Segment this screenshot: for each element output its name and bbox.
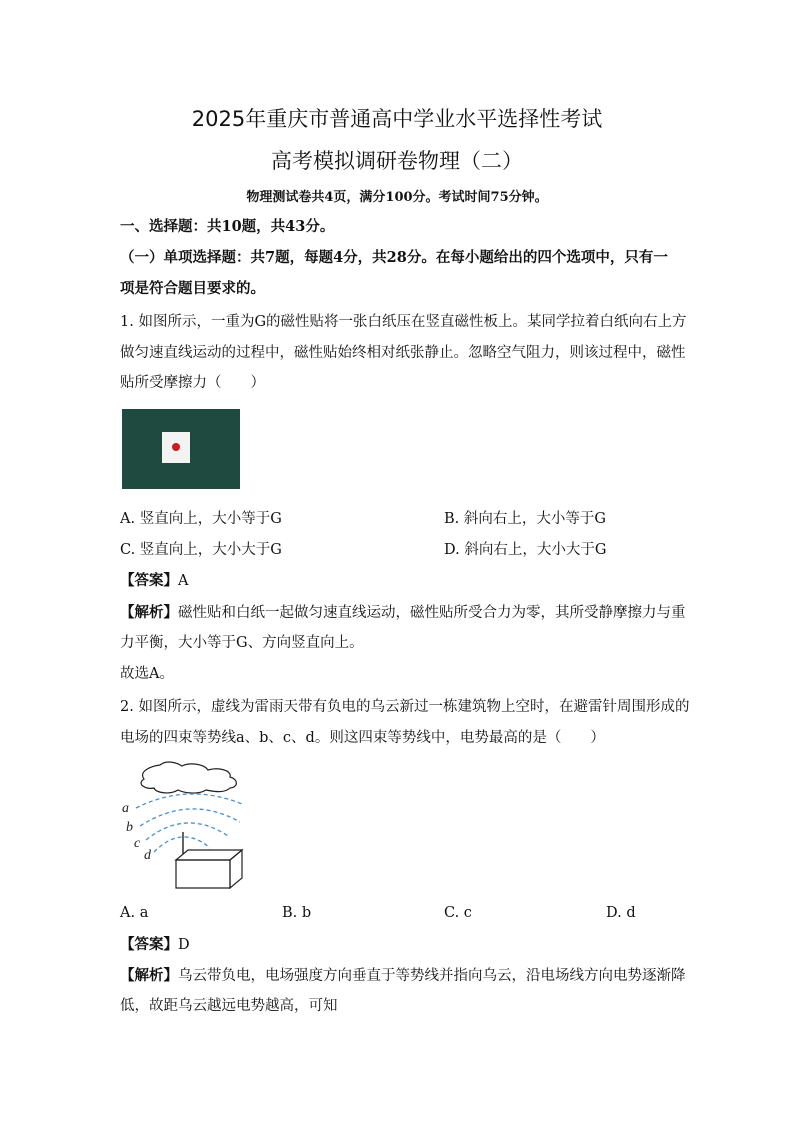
label-b: b	[126, 820, 133, 835]
q1-analysis-line1	[120, 603, 686, 623]
building-front	[176, 860, 230, 888]
analysis-label: 【解析】	[120, 967, 178, 984]
magnetic-board-figure	[122, 409, 240, 489]
q1-analysis-line2: 力平衡，大小等于G、方向竖直向上。	[120, 635, 364, 651]
q2-stem-line1: 2. 如图所示，虚线为雷雨天带有负电的乌云新过一栋建筑物上空时，在避雷针周围形成的	[120, 699, 690, 715]
q2-answer	[120, 935, 190, 955]
building-side	[230, 850, 242, 888]
magnet-sticker	[172, 443, 180, 451]
q2-option-d: D. d	[606, 905, 636, 921]
q1-conclusion: 故选A。	[120, 666, 174, 682]
answer-label: 【答案】	[120, 572, 178, 589]
equipotential-line-b	[140, 809, 240, 826]
label-a: a	[122, 801, 129, 816]
equipotential-line-a	[136, 794, 242, 808]
q1-stem-line1: 1. 如图所示，一重为G的磁性贴将一张白纸压在竖直磁性板上。某同学拉着白纸向右上方	[120, 314, 687, 330]
cloud-shape	[141, 762, 236, 793]
q2-stem-line2: 电场的四束等势线a、b、c、d。则这四束等势线中，电势最高的是（ ）	[120, 730, 605, 746]
q1-option-b: B. 斜向右上，大小等于G	[444, 511, 606, 527]
q1-option-a: A. 竖直向上，大小等于G	[120, 511, 282, 527]
thundercloud-figure	[118, 758, 248, 893]
q2-option-c: C. c	[444, 905, 472, 921]
q2-option-a: A. a	[120, 905, 149, 921]
q1-option-c: C. 竖直向上，大小大于G	[120, 542, 282, 558]
analysis-text: 磁性贴和白纸一起做匀速直线运动，磁性贴所受合力为零，其所受静摩擦力与重	[178, 605, 686, 621]
label-c: c	[134, 836, 141, 851]
q2-analysis-line2: 低，故距乌云越远电势越高，可知	[120, 998, 338, 1014]
q2-analysis-line1	[120, 966, 686, 986]
q1-stem-line2: 做匀速直线运动的过程中，磁性贴始终相对纸张静止。忽略空气阻力，则该过程中，磁性	[120, 345, 686, 361]
subsection-instructions-line2: 项是符合题目要求的。	[120, 280, 265, 297]
q2-option-b: B. b	[282, 905, 312, 921]
subsection-instructions-line1: （一）单项选择题：共7题，每题4分，共28分。在每小题给出的四个选项中，只有一	[120, 249, 668, 266]
answer-value: A	[178, 573, 189, 589]
analysis-label: 【解析】	[120, 604, 178, 621]
white-paper	[162, 432, 190, 463]
exam-title: 2025年重庆市普通高中学业水平选择性考试	[191, 107, 603, 131]
exam-note: 物理测试卷共4页，满分100分。考试时间75分钟。	[246, 190, 548, 205]
answer-value: D	[178, 937, 190, 953]
label-d: d	[144, 848, 151, 863]
analysis-text: 乌云带负电，电场强度方向垂直于等势线并指向乌云，沿电场线方向电势逐渐降	[178, 968, 686, 984]
q1-stem-line3: 贴所受摩擦力（ ）	[120, 375, 265, 391]
section-heading: 一、选择题：共10题，共43分。	[120, 218, 335, 235]
q1-answer	[120, 571, 188, 591]
answer-label: 【答案】	[120, 936, 178, 953]
exam-subtitle: 高考模拟调研卷物理（二）	[271, 149, 523, 173]
q1-option-d: D. 斜向右上，大小大于G	[444, 542, 607, 558]
